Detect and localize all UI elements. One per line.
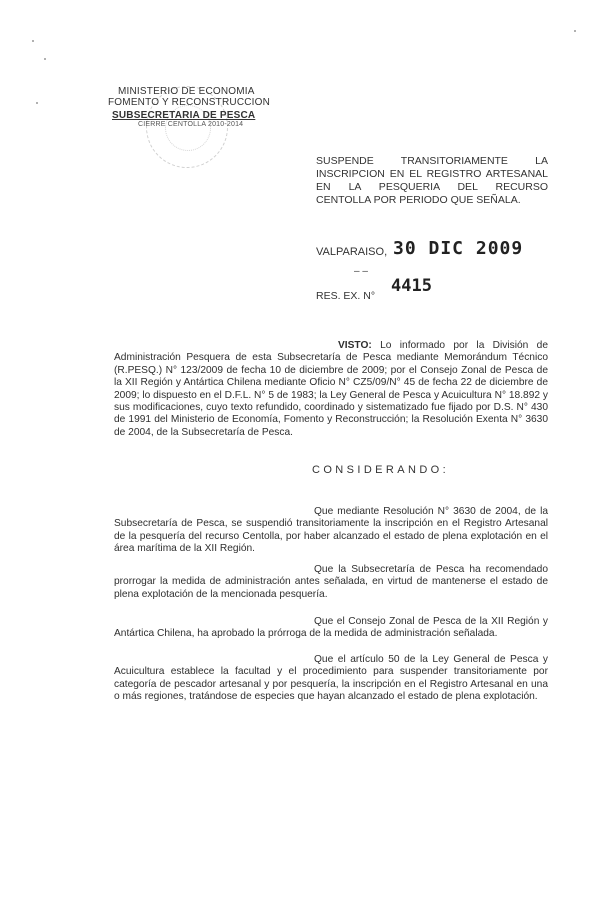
visto-text: Lo informado por la División de Administración Pesquera de esta Subsecretaría de Pesca mediante Memorándum Técnico (R.PESQ.) N° 123/2009 de fecha 10 de diciembre de 2009; por el Consejo Zonal de Pesca de la XII Región y Antártica Chilena mediante Oficio N° CZ5/09/N° 45 de fecha 22 de diciembre de 2009; lo dispuesto en el D.F.L. N° 5 de 1983; la Ley General de Pesca y Acuicultura N° 18.892 y sus modificaciones, cuyo texto refundido, coordinado y sistematizado fue fijado por D.S. N° 430 de 1991 del Ministerio de Economía, Fomento y Reconstrucción; la Resolución Exenta N° 3630 de 2004, de la Subsecretaría de Pesca. xyxy=(114,340,548,438)
scan-speck xyxy=(36,102,38,104)
subsecretaria-name: SUBSECRETARIA DE PESCA xyxy=(112,110,256,121)
considerando-text: Que el artículo 50 de la Ley General de Pesca y Acuicultura establece la facultad y el procedimiento para suspender transitoriamente por categoría de pescador artesanal y por pesquería, la inscripción en el Registro Artesanal en una o más regiones, tratándose de especies que hayan alcanzado el estado de plena explotación. xyxy=(114,654,548,703)
resolution-label: RES. EX. N° xyxy=(316,290,376,302)
scan-speck xyxy=(44,58,46,60)
stamp-text: CIERRE CENTOLLA 2010-2014 xyxy=(138,121,244,128)
ministry-subtitle: FOMENTO Y RECONSTRUCCION xyxy=(108,97,271,108)
scan-speck xyxy=(574,30,576,32)
considerando-text: Que la Subsecretaría de Pesca ha recomendado prorrogar la medida de administración antes señalada, en virtud de mantenerse el estado de plena explotación de la mencionada pesquería. xyxy=(114,564,548,600)
visto-paragraph xyxy=(114,340,548,439)
dash-mark: – – xyxy=(354,266,368,277)
ministry-name: MINISTERIO DE ECONOMIA xyxy=(118,86,255,97)
place-label: VALPARAISO, xyxy=(316,246,388,258)
document-title xyxy=(316,155,548,207)
visto-label: VISTO: xyxy=(338,340,372,351)
considerando-paragraph xyxy=(114,616,548,641)
considerando-text: Que el Consejo Zonal de Pesca de la XII Región y Antártica Chilena, ha aprobado la prórroga de la medida de administración señalada. xyxy=(114,616,548,640)
considerando-paragraph xyxy=(114,654,548,704)
date-stamp: 30 DIC 2009 xyxy=(393,238,524,259)
considerando-text: Que mediante Resolución N° 3630 de 2004, de la Subsecretaría de Pesca, se suspendió transitoriamente la inscripción en el Registro Artesanal de la pesquería del recurso Centolla, por haber alcanzado el estado de plena explotación en el área marítima de la XII Región. xyxy=(114,506,548,555)
considerando-paragraph xyxy=(114,564,548,601)
considerando-paragraph xyxy=(114,506,548,556)
title-line: SUSPENDE TRANSITORIAMENTE LA xyxy=(316,155,548,167)
considerando-heading: CONSIDERANDO: xyxy=(312,464,450,476)
scan-speck xyxy=(32,40,34,42)
title-line: EN LA PESQUERIA DEL RECURSO xyxy=(316,181,548,193)
title-line: CENTOLLA POR PERIODO QUE SEÑALA. xyxy=(316,194,521,206)
title-line: INSCRIPCION EN EL REGISTRO ARTESANAL xyxy=(316,168,548,180)
resolution-number: 4415 xyxy=(391,276,432,296)
